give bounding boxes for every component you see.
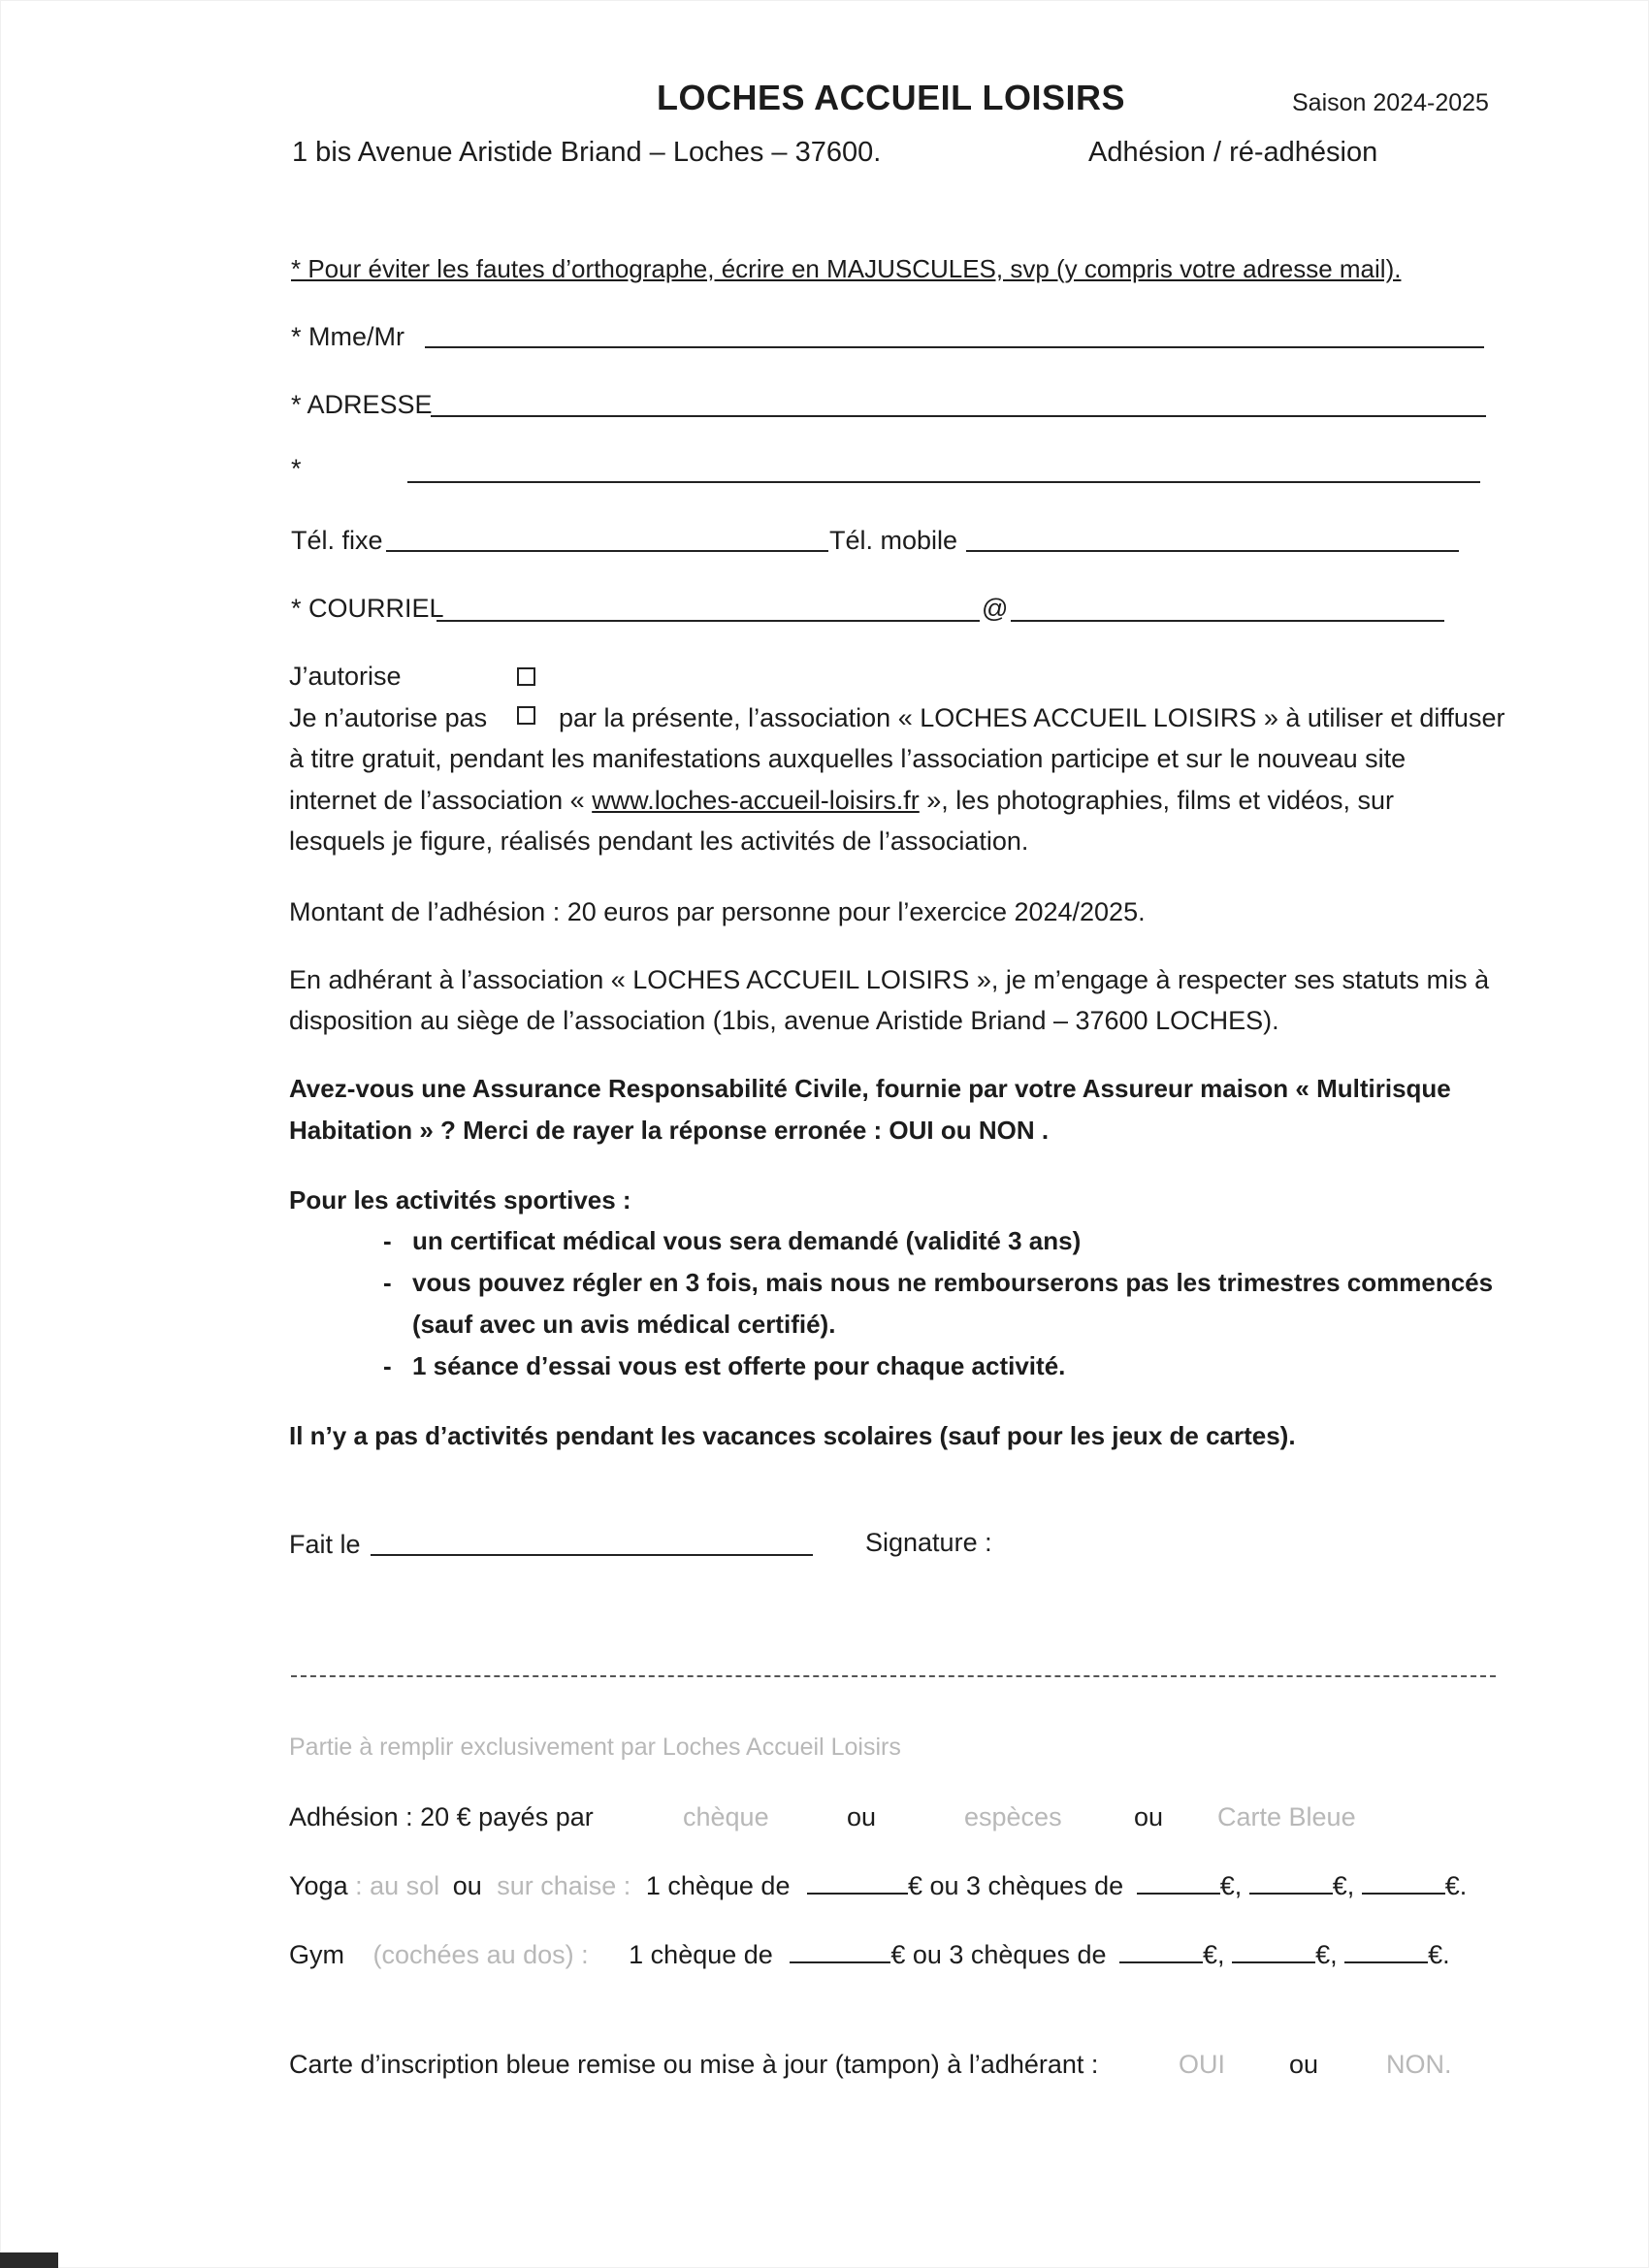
yoga-cheque2-amount[interactable]: [1249, 1871, 1333, 1895]
card-label: Carte d’inscription bleue remise ou mise à jour (tampon) à l’adhérant :: [289, 2050, 1099, 2079]
payment-label: Adhésion : 20 € payés par: [289, 1802, 594, 1831]
yoga-floor-option[interactable]: : au sol: [355, 1871, 440, 1900]
consent-text-line3: [289, 786, 1394, 816]
authorize-label: J’autorise: [289, 662, 402, 691]
phone-fixed-field[interactable]: [386, 550, 828, 552]
email-user-field[interactable]: [436, 620, 980, 622]
name-field[interactable]: [425, 346, 1484, 348]
gym-euro-1: €,: [1203, 1940, 1225, 1969]
yoga-three-cheques-label: € ou 3 chèques de: [907, 1871, 1124, 1900]
insurance-question-line2: Habitation » ? Merci de rayer la réponse erronée : OUI ou NON .: [289, 1116, 1050, 1145]
holidays-note: Il n’y a pas d’activités pendant les vacances scolaires (sauf pour les jeux de cartes).: [289, 1421, 1296, 1450]
yoga-euro-2: €,: [1332, 1871, 1355, 1900]
website-link[interactable]: www.loches-accueil-loisirs.fr: [592, 786, 920, 815]
phone-fixed-label: Tél. fixe: [291, 526, 383, 555]
not-authorize-label: Je n’autorise pas: [289, 703, 488, 732]
sports-item-medical: - un certificat médical vous sera demandé (validité 3 ans): [383, 1226, 1082, 1255]
yoga-euro-3: €.: [1444, 1871, 1468, 1900]
address-field[interactable]: [431, 415, 1486, 417]
office-section-heading: Partie à remplir exclusivement par Loches Accueil Loisirs: [289, 1733, 901, 1761]
yoga-or: ou: [452, 1871, 482, 1900]
payment-card-option[interactable]: Carte Bleue: [1217, 1802, 1356, 1831]
date-label: Fait le: [289, 1530, 361, 1559]
gym-row: [289, 1940, 1450, 1970]
consent-text-line4: lesquels je figure, réalisés pendant les activités de l’association.: [289, 826, 1029, 856]
payment-cash-option[interactable]: espèces: [964, 1802, 1062, 1831]
gym-label: Gym: [289, 1940, 344, 1969]
yoga-one-cheque-amount[interactable]: [807, 1871, 908, 1895]
date-field[interactable]: [371, 1554, 813, 1556]
consent-text-line3-start: internet de l’association «: [289, 786, 593, 815]
payment-or-2: ou: [1134, 1802, 1164, 1831]
association-title: LOCHES ACCUEIL LOISIRS: [657, 78, 1126, 117]
sports-heading: Pour les activités sportives :: [289, 1185, 631, 1215]
consent-text-line1: par la présente, l’association « LOCHES ACCUEIL LOISIRS » à utiliser et diffuser: [559, 703, 1505, 732]
card-no-option[interactable]: NON.: [1386, 2050, 1452, 2079]
address-label: * ADRESSE: [291, 390, 433, 419]
gym-cheque2-amount[interactable]: [1232, 1940, 1315, 1963]
yoga-label: Yoga: [289, 1871, 348, 1900]
uppercase-notice: * Pour éviter les fautes d’orthographe, écrire en MAJUSCULES, svp (y compris votre adresse mail).: [291, 254, 1402, 283]
payment-cheque-option[interactable]: chèque: [683, 1802, 769, 1831]
statutes-line2: disposition au siège de l’association (1bis, avenue Aristide Briand – 37600 LOCHES).: [289, 1006, 1279, 1035]
email-domain-field[interactable]: [1011, 620, 1444, 622]
gym-three-cheques-label: € ou 3 chèques de: [890, 1940, 1107, 1969]
form-type: Adhésion / ré-adhésion: [1088, 137, 1378, 168]
phone-mobile-label: Tél. mobile: [829, 526, 958, 555]
gym-note: (cochées au dos) :: [372, 1940, 589, 1969]
yoga-chair-option[interactable]: sur chaise :: [497, 1871, 631, 1900]
sports-item-payment-cont: (sauf avec un avis médical certifié).: [412, 1310, 836, 1339]
card-yes-option[interactable]: OUI: [1179, 2050, 1226, 2079]
authorize-checkbox[interactable]: [517, 667, 535, 686]
yoga-one-cheque-label: 1 chèque de: [645, 1871, 791, 1900]
season-label: Saison 2024-2025: [1292, 89, 1489, 116]
yoga-cheque3-amount[interactable]: [1362, 1871, 1445, 1895]
gym-one-cheque-amount[interactable]: [790, 1940, 890, 1963]
payment-or-1: ou: [847, 1802, 877, 1831]
membership-fee-text: Montant de l’adhésion : 20 euros par personne pour l’exercice 2024/2025.: [289, 897, 1146, 926]
association-address: 1 bis Avenue Aristide Briand – Loches – 37600.: [292, 137, 882, 168]
not-authorize-checkbox[interactable]: [517, 706, 535, 725]
scan-edge-mark: [0, 2252, 58, 2268]
address2-field[interactable]: [407, 481, 1480, 483]
gym-cheque3-amount[interactable]: [1344, 1940, 1428, 1963]
email-at-sign: @: [982, 594, 1009, 623]
cut-line: [291, 1675, 1496, 1677]
gym-euro-3: €.: [1428, 1940, 1450, 1969]
address2-label: *: [291, 454, 302, 483]
signature-label: Signature :: [865, 1528, 992, 1557]
email-label: * COURRIEL: [291, 594, 444, 623]
gym-one-cheque-label: 1 chèque de: [629, 1940, 773, 1969]
gym-cheque1-amount[interactable]: [1119, 1940, 1203, 1963]
consent-text-line2: à titre gratuit, pendant les manifestations auxquelles l’association participe et sur le nouveau site: [289, 744, 1406, 773]
gym-euro-2: €,: [1315, 1940, 1338, 1969]
sports-item-trial: - 1 séance d’essai vous est offerte pour chaque activité.: [383, 1351, 1066, 1380]
card-or: ou: [1289, 2050, 1319, 2079]
name-label: * Mme/Mr: [291, 322, 404, 351]
insurance-question-line1: Avez-vous une Assurance Responsabilité Civile, fournie par votre Assureur maison « Multirisque: [289, 1074, 1451, 1103]
sports-item-payment: - vous pouvez régler en 3 fois, mais nous ne rembourserons pas les trimestres commencés: [383, 1268, 1494, 1297]
yoga-euro-1: €,: [1219, 1871, 1243, 1900]
phone-mobile-field[interactable]: [966, 550, 1459, 552]
yoga-cheque1-amount[interactable]: [1137, 1871, 1220, 1895]
consent-text-line3-end: », les photographies, films et vidéos, sur: [919, 786, 1395, 815]
yoga-row: [289, 1871, 1467, 1901]
statutes-line1: En adhérant à l’association « LOCHES ACCUEIL LOISIRS », je m’engage à respecter ses statuts mis à: [289, 965, 1490, 994]
